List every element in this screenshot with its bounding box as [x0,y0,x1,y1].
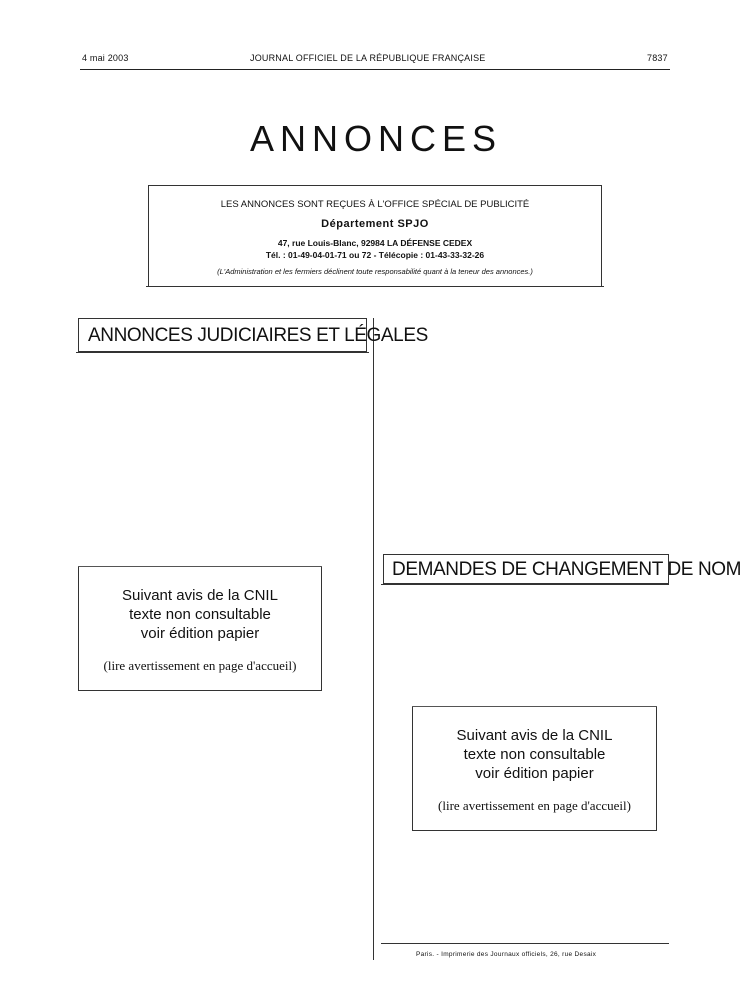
section-heading-changement-nom [383,554,742,584]
section-heading-changement-nom-label: DEMANDES DE CHANGEMENT DE NOM [392,559,742,580]
cnil-notice-left-line2: texte non consultable [129,606,271,623]
footer-imprint: Paris. - Imprimerie des Journaux officiels, 26, rue Desaix [416,951,597,958]
info-box-bottom-rule [146,286,604,287]
cnil-notice-right [412,706,657,830]
page-title: ANNONCES [249,118,503,159]
cnil-notice-left-line1: Suivant avis de la CNIL [122,587,278,604]
footer-rule [381,943,669,944]
info-box-disclaimer: (L'Administration et les fermiers déclinent toute responsabilité quant à la teneur des annonces.) [217,267,533,276]
info-box-address: 47, rue Louis-Blanc, 92984 LA DÉFENSE CEDEX [277,238,473,248]
cnil-notice-right-note: (lire avertissement en page d'accueil) [438,798,631,813]
info-box-department: Département SPJO [321,218,429,230]
cnil-notice-right-top-rule [412,706,657,707]
section-heading-judiciaires-rule [76,352,369,353]
column-divider [373,318,374,960]
cnil-notice-left-note: (lire avertissement en page d'accueil) [103,658,297,673]
cnil-notice-right-bottom-rule [412,830,657,831]
header-rule [80,69,670,70]
cnil-notice-left-top-rule [78,566,322,567]
info-box-intro: LES ANNONCES SONT REÇUES À L'OFFICE SPÉCIAL DE PUBLICITÉ [220,199,530,210]
section-heading-judiciaires [78,318,428,352]
info-box [148,185,602,287]
section-heading-judiciaires-label: ANNONCES JUDICIAIRES ET LÉGALES [88,325,428,346]
cnil-notice-right-line2: texte non consultable [463,746,606,763]
cnil-notice-right-line1: Suivant avis de la CNIL [456,727,613,744]
cnil-notice-left [78,566,322,690]
header-date: 4 mai 2003 [82,53,129,63]
cnil-notice-left-line3: voir édition papier [140,625,260,642]
cnil-notice-right-line3: voir édition papier [475,765,594,782]
header-page-number: 7837 [647,53,668,63]
section-heading-changement-nom-rule [381,584,669,585]
cnil-notice-left-bottom-rule [78,690,322,691]
info-box-phone: Tél. : 01-49-04-01-71 ou 72 - Télécopie : 01-43-33-32-26 [265,250,485,260]
header-publication-title: JOURNAL OFFICIEL DE LA RÉPUBLIQUE FRANÇAISE [250,53,486,63]
